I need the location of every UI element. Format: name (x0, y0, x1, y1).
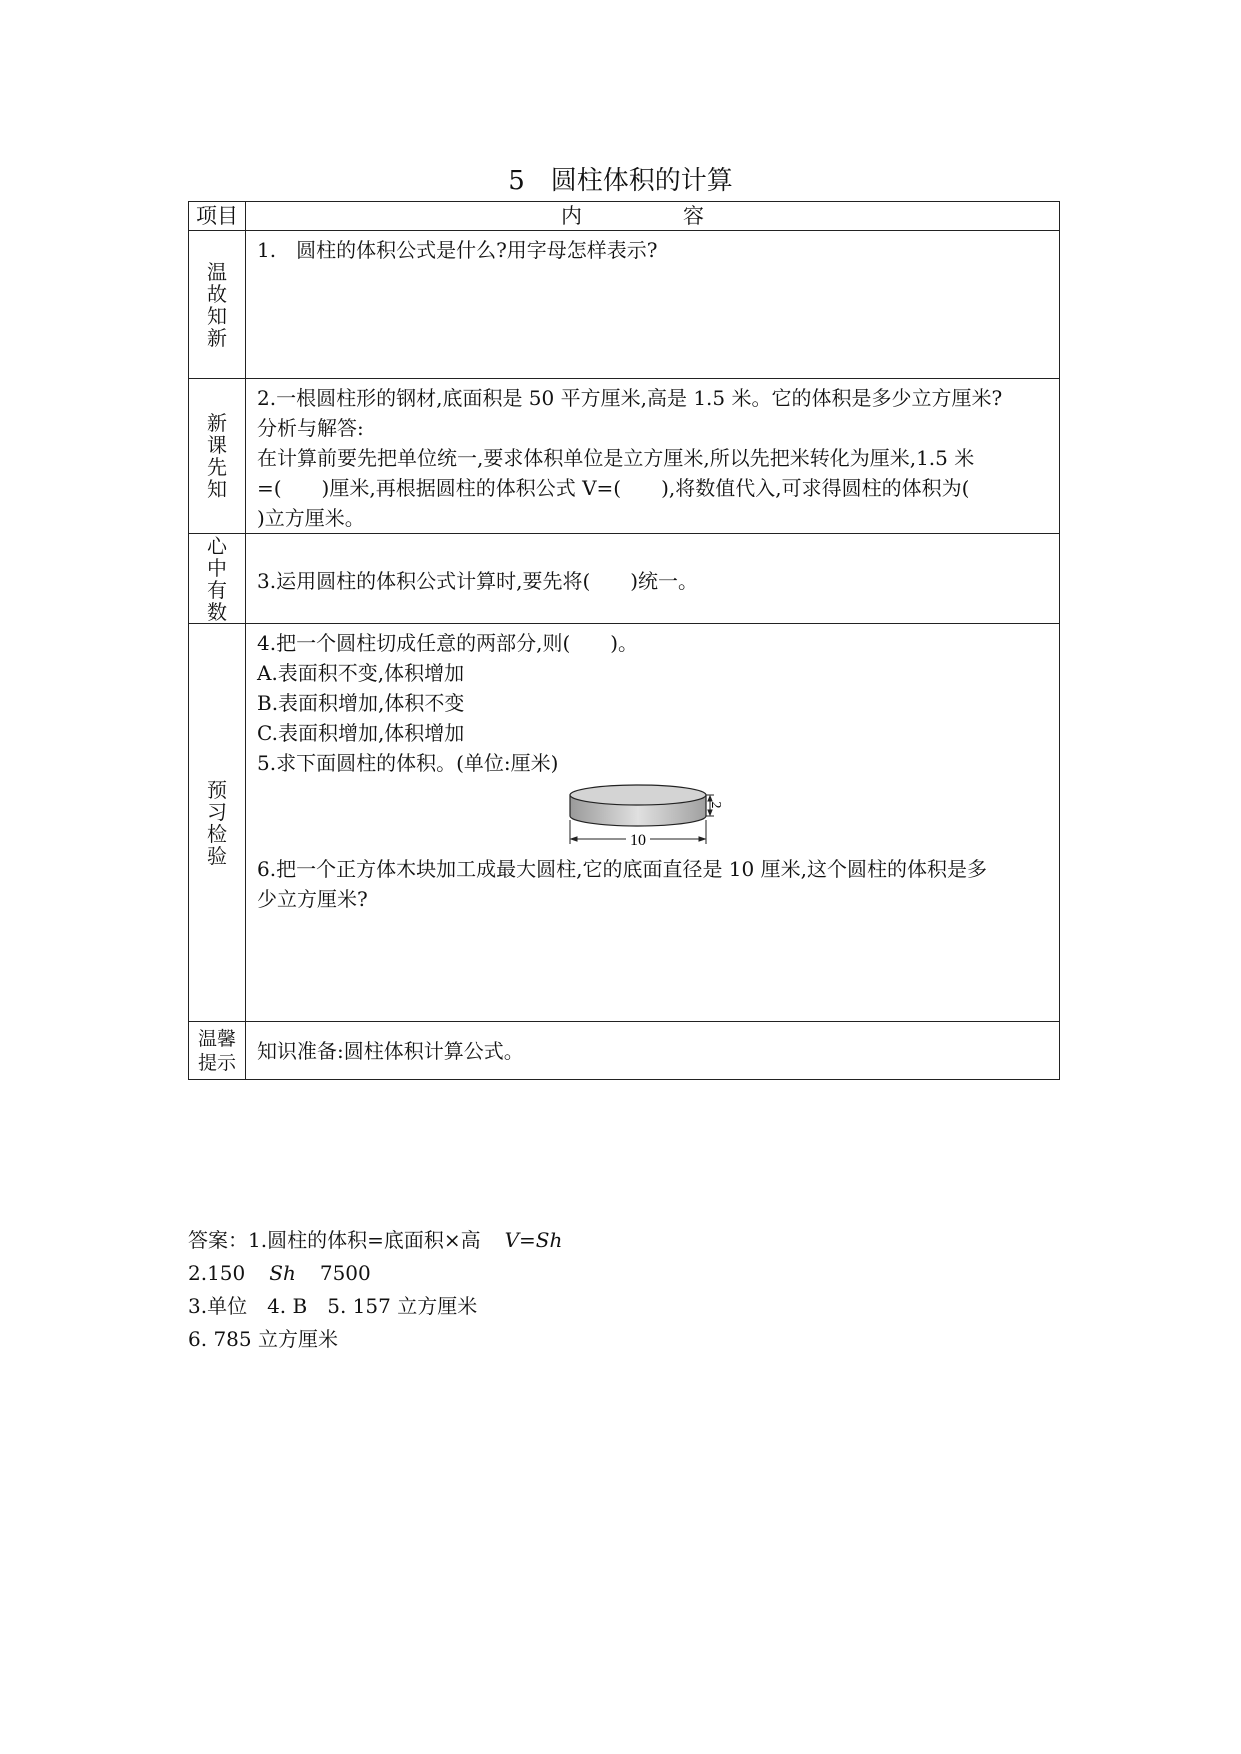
question-3: 3.运用圆柱的体积公式计算时,要先将( )统一。 (257, 568, 699, 593)
tip-text: 知识准备:圆柱体积计算公式。 (257, 1038, 524, 1063)
analysis-line: )立方厘米。 (257, 506, 365, 530)
cylinder-shape (570, 785, 706, 826)
analysis-line: =( )厘米,再根据圆柱的体积公式 V=( ),将数值代入,可求得圆柱的体积为( (257, 476, 970, 500)
table-row (189, 534, 1060, 624)
answer-line: 2.150 Sh 7500 (188, 1261, 371, 1285)
lesson-title: 圆柱体积的计算 (550, 166, 733, 196)
option-b: B.表面积增加,体积不变 (257, 691, 465, 715)
row-content (246, 534, 1060, 624)
table-row (189, 1022, 1060, 1080)
row-content (246, 624, 1060, 1022)
question-2: 2.一根圆柱形的钢材,底面积是 50 平方厘米,高是 1.5 米。它的体积是多少立方厘米? (257, 386, 1003, 410)
lesson-number: 5 (508, 166, 525, 196)
analysis-line: 在计算前要先把单位统一,要求体积单位是立方厘米,所以先把米转化为厘米,1.5 米 (257, 446, 975, 470)
table-header-row (189, 202, 1060, 231)
formula: Sh (269, 1261, 296, 1285)
row-label: 预习检验 (189, 624, 246, 1022)
row-label: 心中有数 (189, 534, 246, 624)
question-1: 1. 圆柱的体积公式是什么?用字母怎样表示? (257, 238, 658, 262)
table-row (189, 624, 1060, 1022)
row-content (246, 231, 1060, 379)
row-label: 温故知新 (189, 231, 246, 379)
answer-section (188, 1224, 562, 1356)
question-6: 6.把一个正方体木块加工成最大圆柱,它的底面直径是 10 厘米,这个圆柱的体积是多 (257, 857, 987, 881)
formula: V=Sh (504, 1228, 563, 1252)
header-content: 内 容 (246, 202, 1060, 231)
option-a: A.表面积不变,体积增加 (257, 661, 465, 685)
lesson-table (188, 201, 1060, 1080)
answer-line: 3.单位 4. B 5. 157 立方厘米 (188, 1294, 478, 1318)
table-row (189, 379, 1060, 534)
question-6-cont: 少立方厘米? (257, 887, 368, 911)
cylinder-figure (568, 782, 723, 849)
page-title (0, 160, 1241, 197)
answer-line: 6. 785 立方厘米 (188, 1327, 338, 1351)
header-item: 项目 (189, 202, 246, 231)
table-row (189, 231, 1060, 379)
row-label: 温馨提示 (189, 1022, 246, 1080)
option-c: C.表面积增加,体积增加 (257, 721, 465, 745)
question-4: 4.把一个圆柱切成任意的两部分,则( )。 (257, 631, 639, 655)
answer-line: 答案：1.圆柱的体积=底面积×高 V=Sh (188, 1228, 563, 1252)
row-content (246, 1022, 1060, 1080)
height-label: 2 (708, 801, 723, 809)
row-content (246, 379, 1060, 534)
question-5: 5.求下面圆柱的体积。(单位:厘米) (257, 751, 559, 775)
diameter-label: 10 (630, 832, 646, 849)
row-label: 新课先知 (189, 379, 246, 534)
analysis-heading: 分析与解答: (257, 416, 364, 440)
